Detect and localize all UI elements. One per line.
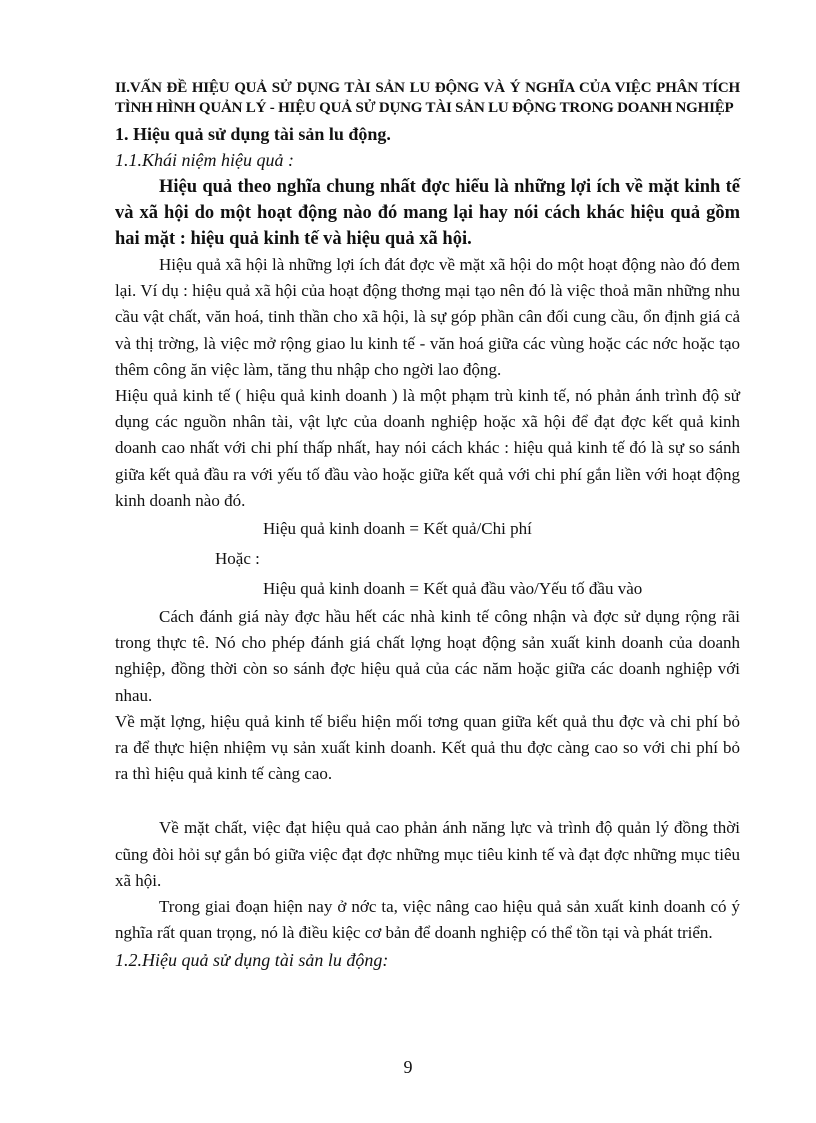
subsection-heading-1-2: 1.2.Hiệu quả sử dụng tài sản lu động: [115,950,389,971]
formula-or: Hoặc : [215,549,260,569]
paragraph-gap [115,787,740,815]
paragraph-economic-efficiency: Hiệu quả kinh tế ( hiệu quả kinh doanh ) là một phạm trù kinh tế, nó phản ánh trình độ sử dụng các nguồn nhân tài, vật lực của doanh nghiệp hoặc xã hội để đạt đợc kết quả kinh doanh cao nhất với chi phí thấp nhất, hay nói cách khác : hiệu quả kinh tế đó là sự so sánh giữa kết quả đầu ra với yếu tố đầu vào hoặc giữa kết quả với chi phí gắn liền với hoạt động kinh doanh nào đó. [115,386,740,510]
formula-2: Hiệu quả kinh doanh = Kết quả đầu vào/Yếu tố đầu vào [263,579,643,599]
subsection-heading-1: 1. Hiệu quả sử dụng tài sản lu động. [115,124,391,144]
section-heading: II.VẤN ĐỀ HIỆU QUẢ SỬ DỤNG TÀI SẢN LU ĐỘNG VÀ Ý NGHĨA CỦA VIỆC PHÂN TÍCH TÌNH HÌNH QUẢN LÝ - HIỆU QUẢ SỬ DỤNG TÀI SẢN LU ĐỘNG TRONG DOANH NGHIỆP [115,80,740,116]
paragraph-social-efficiency: Hiệu quả xã hội là những lợi ích đát đợc về mặt xã hội do một hoạt động nào đó đem lại. Ví dụ : hiệu quả xã hội của hoạt động thơng mại tạo nên đó là việc thoả mãn những nhu cầu vật chất, văn hoá, tinh thần cho xã hội, là sự góp phần cân đối cung cầu, ổn định giá cả và thị trờng, là việc mở rộng giao lu kinh tế - văn hoá giữa các vùng hoặc các nớc hoặc tạo thêm công ăn việc làm, tăng thu nhập cho ngời lao động. [115,255,740,379]
paragraph-quality: Về mặt chất, việc đạt hiệu quả cao phản ánh năng lực và trình độ quản lý đồng thời cũng đòi hỏi sự gắn bó giữa việc đạt đợc những mục tiêu kinh tế và đạt đợc những mục tiêu xã hội. [115,818,740,890]
page-content [115,78,740,972]
bold-definition-paragraph: Hiệu quả theo nghĩa chung nhất đợc hiểu là những lợi ích về mặt kinh tế và xã hội do một hoạt động nào đó mang lại hay nói cách khác hiệu quả gồm hai mặt : hiệu quả kinh tế và hiệu quả xã hội. [115,177,740,249]
paragraph-evaluation: Cách đánh giá này đợc hầu hết các nhà kinh tế công nhận và đợc sử dụng rộng rãi trong thực tê. Nó cho phép đánh giá chất lợng hoạt động sản xuất kinh doanh của doanh nghiệp, đồng thời còn so sánh đợc hiệu quả của các năm hoặc giữa các doanh nghiệp với nhau. [115,607,740,705]
paragraph-current-period: Trong giai đoạn hiện nay ở nớc ta, việc nâng cao hiệu quả sản xuất kinh doanh có ý nghĩa rất quan trọng, nó là điều kiệc cơ bản để doanh nghiệp có thể tồn tại và phát triển. [115,897,740,943]
subsection-heading-1-1: 1.1.Khái niệm hiệu quả : [115,150,294,170]
page-number: 9 [403,1057,413,1077]
formula-1: Hiệu quả kinh doanh = Kết quả/Chi phí [263,519,532,539]
paragraph-quantity: Về mặt lợng, hiệu quả kinh tế biểu hiện mối tơng quan giữa kết quả thu đợc và chi phí bỏ ra để thực hiện nhiệm vụ sản xuất kinh doanh. Kết quả thu đợc càng cao so với chi phí bỏ ra thì hiệu quả kinh tế càng cao. [115,711,740,784]
